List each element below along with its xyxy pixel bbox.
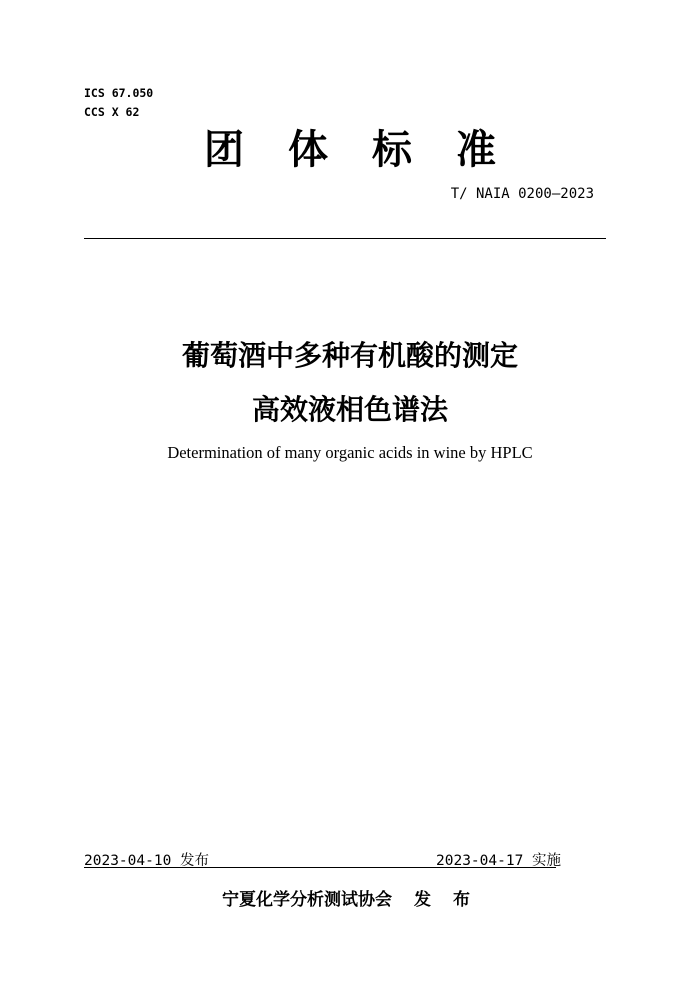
title-chinese-line-1: 葡萄酒中多种有机酸的测定 xyxy=(181,339,518,372)
standard-type-heading: 团体标准 xyxy=(204,127,540,173)
title-english: Determination of many organic acids in wine by HPLC xyxy=(167,443,533,462)
publisher-line xyxy=(0,885,700,910)
implementation-date: 2023-04-17 实施 xyxy=(436,853,562,869)
date-underline xyxy=(84,867,556,868)
issue-date: 2023-04-10 发布 xyxy=(84,853,210,869)
standard-number: T/ NAIA 0200—2023 xyxy=(450,186,594,202)
publish-label: 发 布 xyxy=(414,890,478,910)
title-chinese-line-2: 高效液相色谱法 xyxy=(251,393,448,426)
header-divider xyxy=(84,238,606,239)
ics-code: ICS 67.050 xyxy=(84,86,154,100)
ccs-code: CCS X 62 xyxy=(84,105,140,119)
publisher-name: 宁夏化学分析测试协会 xyxy=(222,890,393,910)
